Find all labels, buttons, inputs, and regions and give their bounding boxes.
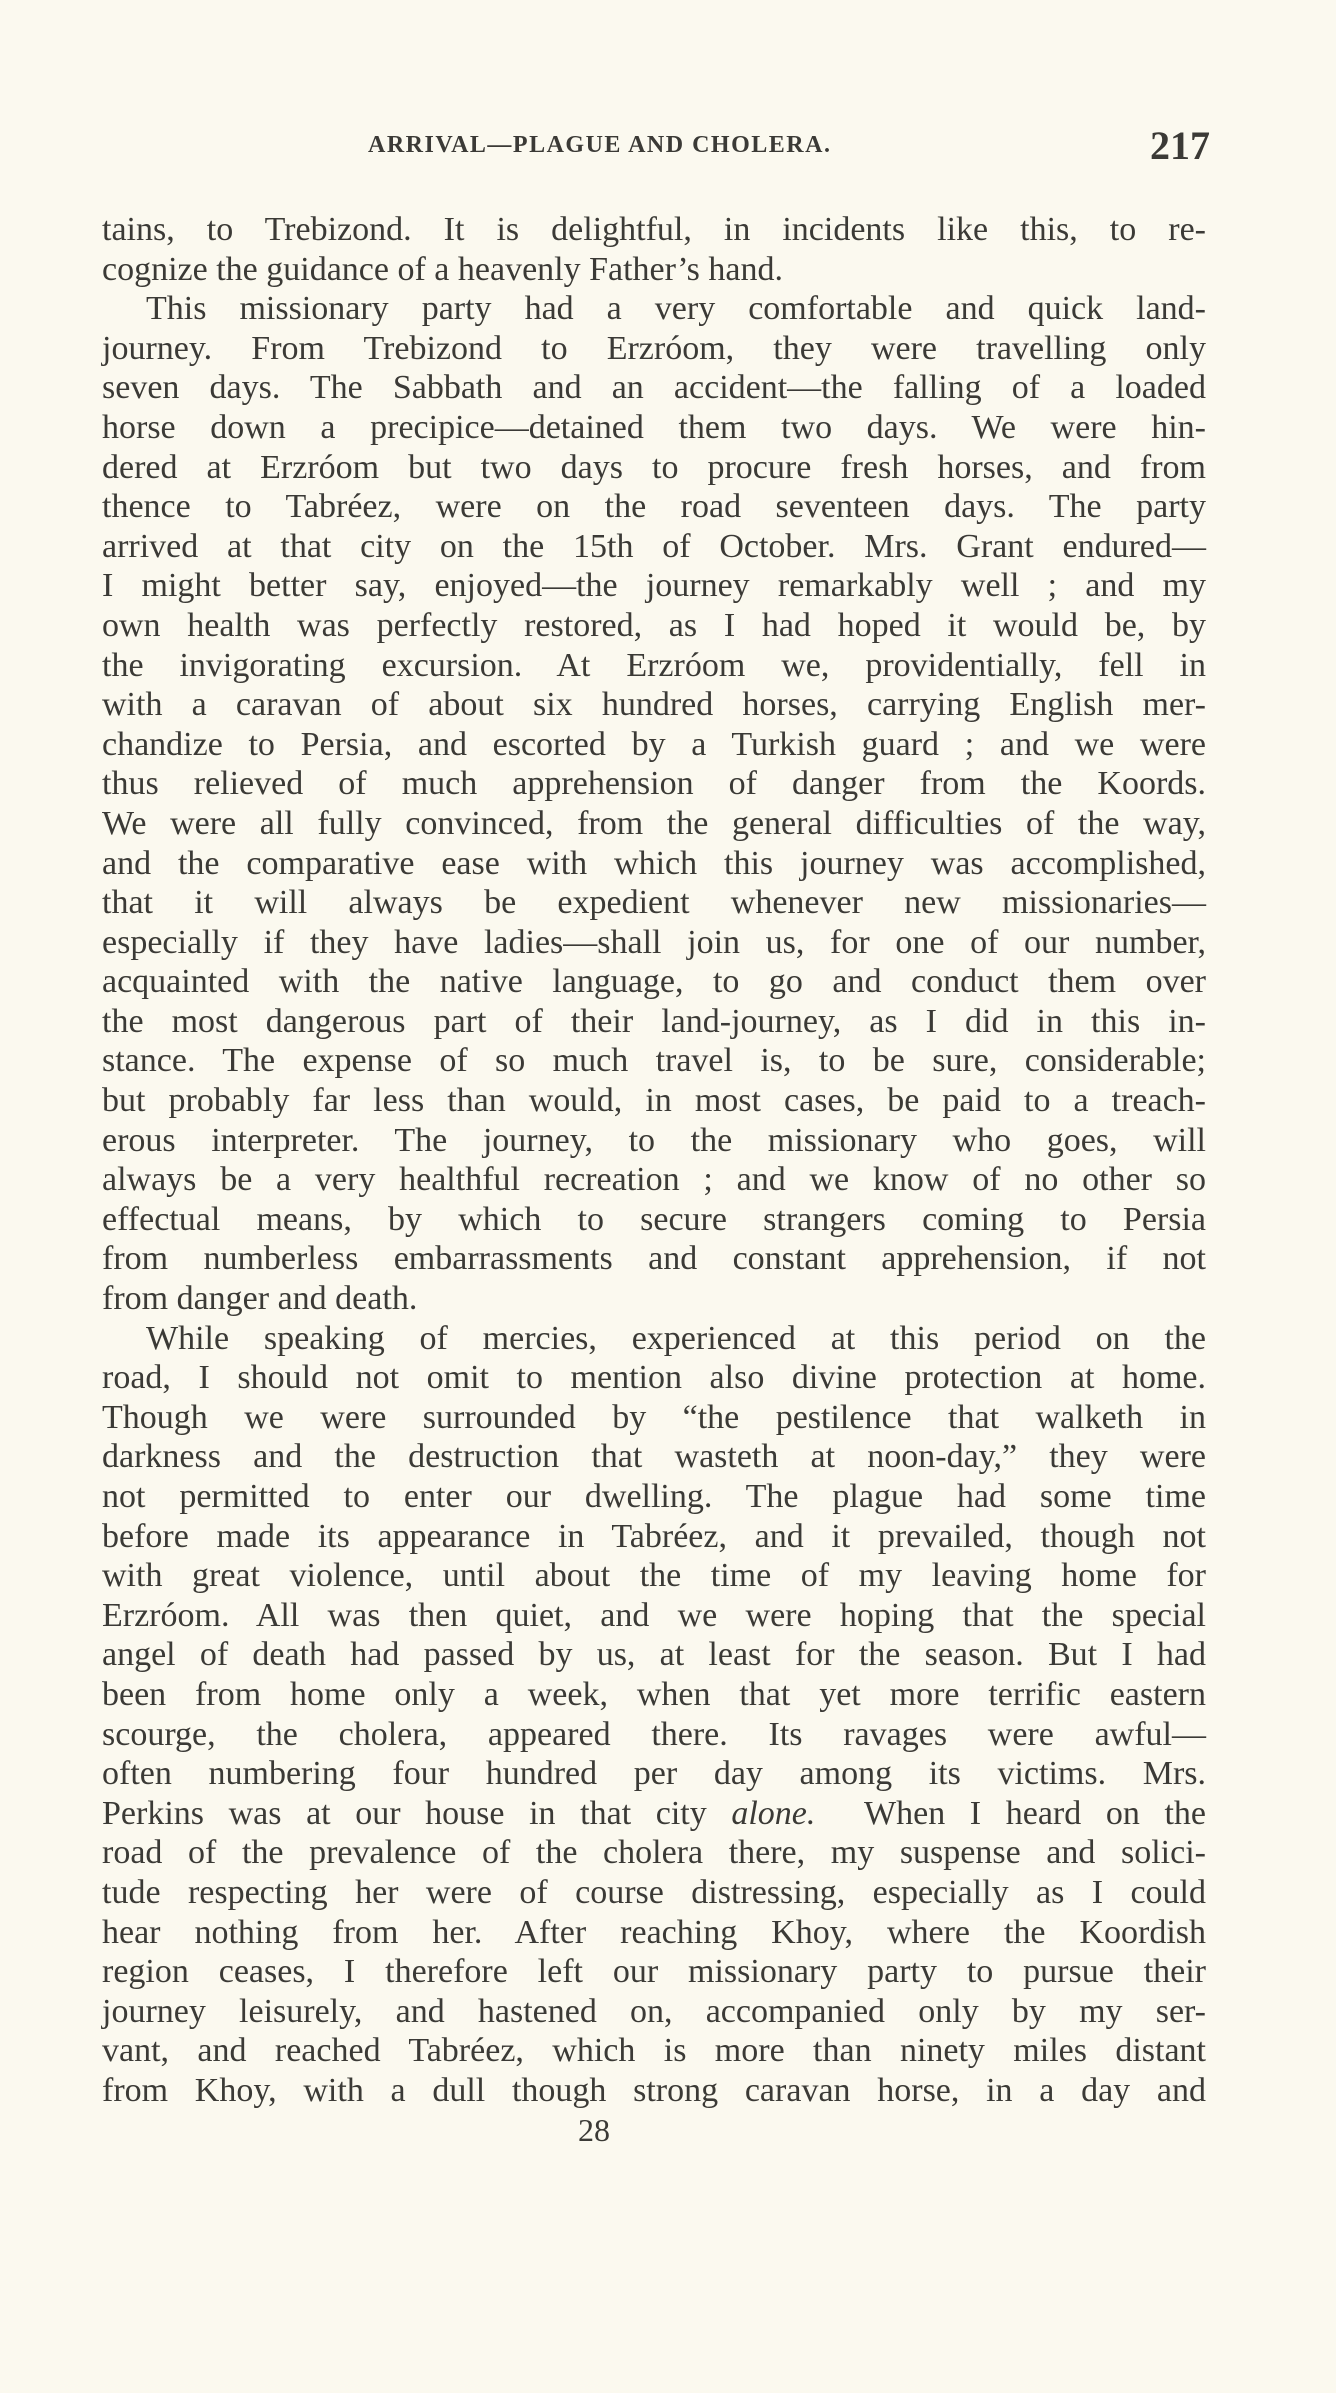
text-line: from danger and death. [102, 1280, 418, 1318]
text-line: road of the prevalence of the cholera there, my suspense and solici- [102, 1834, 1206, 1872]
text-line: but probably far less than would, in most cases, be paid to a treach- [102, 1082, 1206, 1120]
text-line: often numbering four hundred per day among its victims. Mrs. [102, 1755, 1206, 1793]
text-line: especially if they have ladies—shall join us, for one of our number, [102, 923, 1206, 961]
text-line: own health was perfectly restored, as I had hoped it would be, by [102, 606, 1206, 644]
text-line: darkness and the destruction that wasteth at noon-day,” they were [102, 1438, 1206, 1476]
text-line: tude respecting her were of course distressing, especially as I could [102, 1873, 1206, 1911]
text-line: from numberless embarrassments and constant apprehension, if not [102, 1240, 1206, 1278]
text-line: While speaking of mercies, experienced at this period on the [146, 1319, 1206, 1357]
text-segment: When I heard on the [815, 1794, 1206, 1832]
text-line: Erzróom. All was then quiet, and we were hoping that the special [102, 1596, 1206, 1634]
text-line: journey. From Trebizond to Erzróom, they were travelling only [102, 329, 1206, 367]
text-line: scourge, the cholera, appeared there. Its ravages were awful— [102, 1715, 1206, 1753]
text-line: stance. The expense of so much travel is, to be sure, considerable; [102, 1042, 1206, 1080]
text-line: dered at Erzróom but two days to procure fresh horses, and from [102, 448, 1206, 486]
text-line: hear nothing from her. After reaching Khoy, where the Koordish [102, 1913, 1206, 1951]
running-head: ARRIVAL—PLAGUE AND CHOLERA. [368, 132, 832, 158]
text-line: I might better say, enjoyed—the journey remarkably well ; and my [102, 567, 1206, 605]
text-line: the invigorating excursion. At Erzróom we, providentially, fell in [102, 646, 1206, 684]
text-line: erous interpreter. The journey, to the missionary who goes, will [102, 1121, 1206, 1159]
text-line: journey leisurely, and hastened on, accompanied only by my ser- [102, 1992, 1206, 2030]
page-header [100, 123, 1210, 168]
text-line: This missionary party had a very comfortable and quick land- [146, 290, 1206, 328]
text-line: arrived at that city on the 15th of October. Mrs. Grant endured— [102, 527, 1206, 565]
text-line: vant, and reached Tabréez, which is more than ninety miles distant [102, 2032, 1206, 2070]
text-line: region ceases, I therefore left our missionary party to pursue their [102, 1953, 1206, 1991]
text-line: angel of death had passed by us, at least for the season. But I had [102, 1636, 1206, 1674]
page-number: 217 [1150, 123, 1210, 168]
text-line: chandize to Persia, and escorted by a Turkish guard ; and we were [102, 725, 1206, 763]
text-line: We were all fully convinced, from the general difficulties of the way, [102, 804, 1206, 842]
text-line: always be a very healthful recreation ; and we know of no other so [102, 1161, 1206, 1199]
signature-mark: 28 [578, 2112, 610, 2148]
text-line: road, I should not omit to mention also divine protection at home. [102, 1359, 1206, 1397]
text-line: Though we were surrounded by “the pestilence that walketh in [102, 1398, 1206, 1436]
italic-text: alone. [731, 1794, 816, 1832]
text-line: and the comparative ease with which this journey was accomplished, [102, 844, 1206, 882]
text-line: from Khoy, with a dull though strong caravan horse, in a day and [102, 2071, 1206, 2109]
text-line: seven days. The Sabbath and an accident—the falling of a loaded [102, 369, 1206, 407]
text-line: that it will always be expedient whenever new missionaries— [102, 884, 1206, 922]
text-line: thence to Tabréez, were on the road seventeen days. The party [102, 488, 1206, 526]
text-line: before made its appearance in Tabréez, and it prevailed, though not [102, 1517, 1206, 1555]
text-line: with great violence, until about the time of my leaving home for [102, 1557, 1206, 1595]
text-line: tains, to Trebizond. It is delightful, in incidents like this, to re- [102, 211, 1206, 248]
text-line: horse down a precipice—detained them two days. We were hin- [102, 408, 1206, 446]
text-line [102, 1794, 1206, 1834]
text-line: been from home only a week, when that yet more terrific eastern [102, 1675, 1206, 1713]
text-line: not permitted to enter our dwelling. The plague had some time [102, 1478, 1206, 1515]
body-text [102, 210, 1206, 2111]
text-line: the most dangerous part of their land-journey, as I did in this in- [102, 1002, 1206, 1040]
text-line: cognize the guidance of a heavenly Father’s hand. [102, 250, 783, 288]
text-segment: Perkins was at our house in that city [102, 1794, 732, 1832]
text-line: acquainted with the native language, to go and conduct them over [102, 963, 1206, 1001]
text-line: with a caravan of about six hundred horses, carrying English mer- [102, 686, 1206, 724]
text-line: thus relieved of much apprehension of danger from the Koords. [102, 765, 1206, 803]
text-line: effectual means, by which to secure strangers coming to Persia [102, 1200, 1206, 1238]
